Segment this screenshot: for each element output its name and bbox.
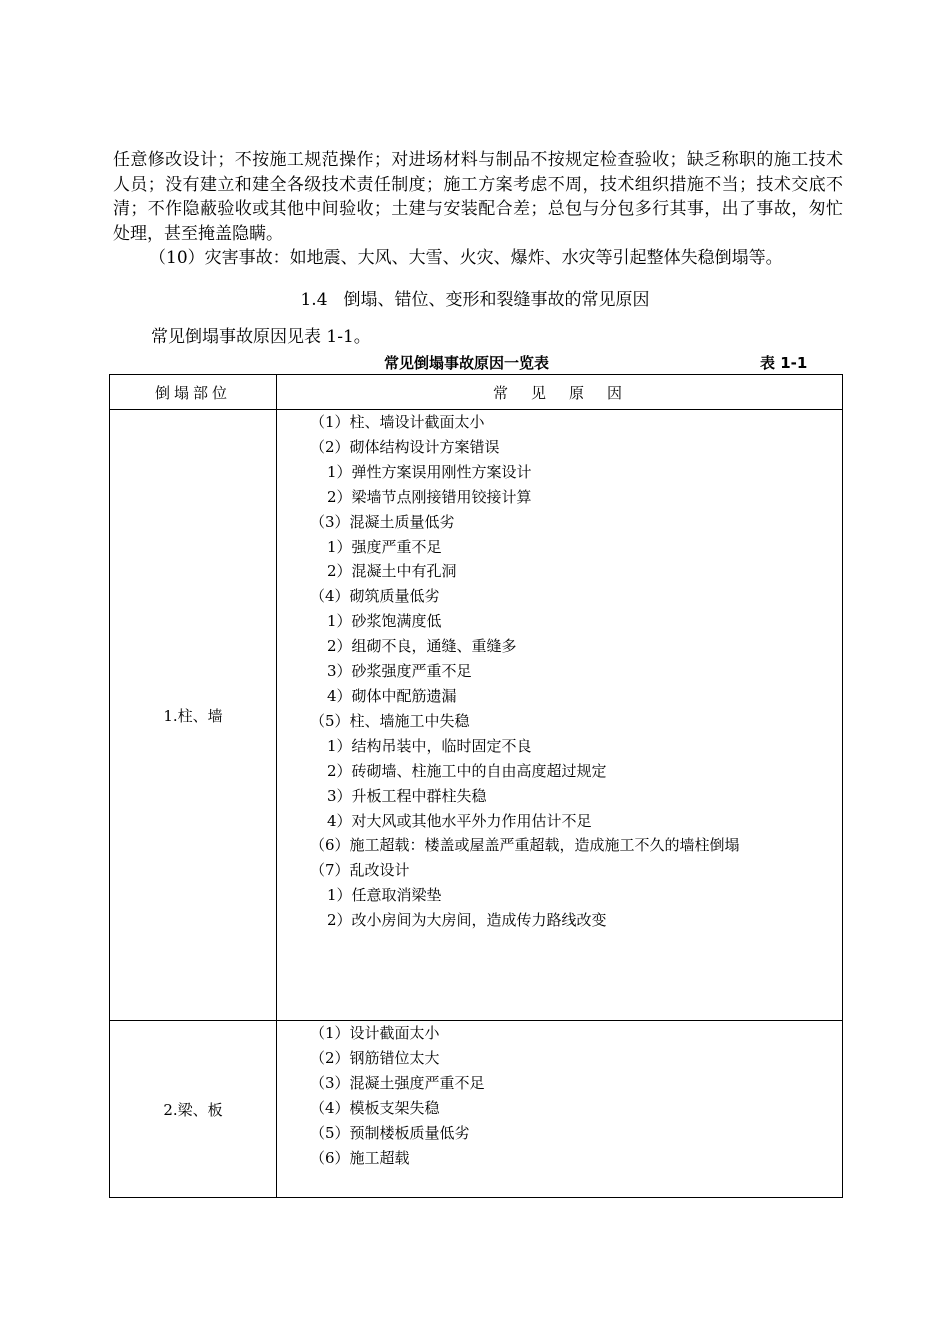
cause-item: （6）施工超载 [310,1148,410,1167]
section-heading [0,288,950,312]
table-header-row [110,375,843,410]
cause-list [277,410,842,933]
section-title: 倒塌、错位、变形和裂缝事故的常见原因 [343,290,650,310]
table-number: 表 1-1 [760,354,808,372]
table-reference: 常见倒塌事故原因见表 1-1。 [151,327,371,347]
cause-item: （4）砌筑质量低劣 [310,587,440,606]
header-common-causes: 常 见 原 因 [277,375,843,410]
cause-item: （1）柱、墙设计截面太小 [310,413,485,431]
cause-item: 1）强度严重不足 [327,537,442,556]
cause-item: 1）弹性方案误用刚性方案设计 [327,462,532,481]
cause-item: 4）砌体中配筋遗漏 [327,686,457,705]
cause-item: （5）柱、墙施工中失稳 [310,711,470,730]
cause-item: （4）模板支架失稳 [310,1098,440,1117]
cause-item: 2）改小房间为大房间，造成传力路线改变 [327,911,607,930]
cause-item: （6）施工超载：楼盖或屋盖严重超载，造成施工不久的墙柱倒塌 [310,836,740,855]
header-collapse-location: 倒塌部位 [110,375,277,410]
cause-item: （7）乱改设计 [310,861,410,880]
table-row [110,410,843,1021]
cause-item: （2）钢筋错位太大 [310,1048,440,1067]
cause-item: 2）砖砌墙、柱施工中的自由高度超过规定 [327,761,607,780]
table-row [110,1021,843,1198]
part-cell-beams-slabs: 2.梁、板 [110,1021,277,1198]
cause-item: 1）砂浆饱满度低 [327,612,442,631]
cause-item: （2）砌体结构设计方案错误 [310,437,500,456]
cause-item: 1）结构吊装中，临时固定不良 [327,736,532,755]
cause-item: 2）组砌不良，通缝、重缝多 [327,637,517,656]
cause-item: （3）混凝土强度严重不足 [310,1073,485,1092]
cause-item: 1）任意取消梁垫 [327,886,442,905]
part-cell-columns-walls: 1.柱、墙 [110,410,277,1021]
cause-item: 3）升板工程中群柱失稳 [327,786,487,805]
cause-item: （1）设计截面太小 [310,1024,440,1042]
cause-item: （3）混凝土质量低劣 [310,512,455,531]
cause-item: 2）混凝土中有孔洞 [327,562,457,581]
cause-item: 4）对大风或其他水平外力作用估计不足 [327,811,592,830]
cause-item: 2）梁墙节点刚接错用铰接计算 [327,487,532,506]
table-caption: 常见倒塌事故原因一览表 [384,354,550,372]
causes-table [109,374,843,1198]
disaster-paragraph: （10）灾害事故：如地震、大风、大雪、火灾、爆炸、水灾等引起整体失稳倒塌等。 [149,248,783,268]
causes-cell-columns-walls [277,410,843,1021]
intro-paragraph: 任意修改设计；不按施工规范操作；对进场材料与制品不按规定检查验收；缺乏称职的施工技术人员；没有建立和建全各级技术责任制度；施工方案考虑不周，技术组织措施不当；技术交底不清；不作隐蔽验收或其他中间验收；土建与安装配合差；总包与分包多行其事，出了事故，匆忙处理，甚至掩盖隐瞒。 [113,150,843,244]
cause-item: 3）砂浆强度严重不足 [327,662,472,681]
cause-list [277,1021,842,1170]
cause-item: （5）预制楼板质量低劣 [310,1123,470,1142]
section-number: 1.4 [300,290,328,310]
causes-cell-beams-slabs [277,1021,843,1198]
